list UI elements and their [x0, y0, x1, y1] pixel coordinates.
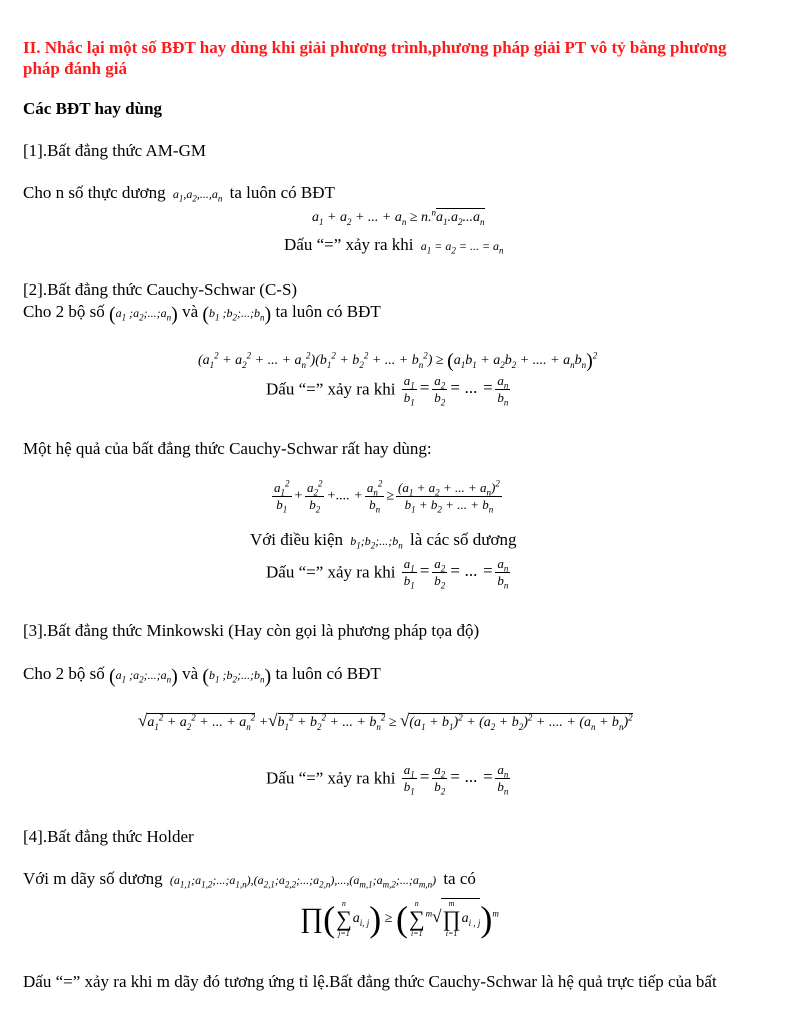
cauchy-intro-mid: và: [182, 301, 199, 321]
minkowski-intro-after: ta luôn có BĐT: [275, 663, 381, 683]
cauchy-set-b: ($b_1$ $;b_2;...;b_n$): [202, 303, 272, 325]
amgm-equality: [284, 235, 504, 256]
corollary-equality: [266, 556, 512, 589]
corollary-condition-after: là các số dương: [410, 530, 517, 549]
corollary-equality-prefix: Dấu “=” xảy ra khi: [266, 562, 396, 582]
holder-inequality: ∏( n ∑ j=1 $a_{i, j}$) ≥ ( n ∑ i=1 $^m$√ m ∏ i=1 $a_{i , j})^m$: [300, 899, 499, 939]
corollary-inequality: $\frac{a_1^2}{b_1}$ + $\frac{a_2^2}{b_2}$ +.... + $\frac{a_n^2}{b_n}$ ≥ $\frac{(a_1 + a_2 + ... + a_n)^2}{b_1 + b_2 + ... + b_n}$: [274, 478, 500, 515]
cauchy-equality-prefix: Dấu “=” xảy ra khi: [266, 379, 396, 399]
amgm-variable-list: $a_1,a_2,...,a_n$: [169, 187, 223, 204]
minkowski-inequality: $√a_1^2 + a_2^2$ + ... + $a_n^2 +√b_1^2 + b_2^2$ + ... + $b_n^2 \ge √(a_1 + b_1)^2 + (a_2 + b_2)^2$ + .... + $(a_n + b_n)^2$: [138, 711, 633, 732]
holder-sequences: $(a_{1,1};a_{1,2};...;a_{1,n}),(a_{2,1};a_{2,2};...;a_{2,n}),...,(a_{m,1};a_{m,2};...;a_{m,n})$: [166, 873, 440, 890]
cauchy-inequality: ($a_1^2 + a_2^2$ + ... + $a_n^2)(b_1^2 + b_2^2$ + ... + $b_n^2) \ge (a_1b_1 + a_2b_2$ + .... + $a_nb_n)^2$: [198, 350, 598, 372]
amgm-intro-after: ta luôn có BĐT: [229, 183, 335, 202]
amgm-inequality: $a_1 + a_2$ + ... + $a_n \ge n.^na_1.a_2...a_n$: [312, 207, 485, 227]
amgm-equality-prefix: Dấu “=” xảy ra khi: [284, 235, 414, 254]
minkowski-equality-prefix: Dấu “=” xảy ra khi: [266, 768, 396, 788]
minkowski-intro-before: Cho 2 bộ số: [23, 663, 105, 683]
holder-title: [4].Bất đẳng thức Holder: [23, 827, 194, 846]
corollary-condition-before: Với điều kiện: [250, 530, 344, 549]
corollary-condition: [250, 530, 517, 551]
subheading: Các BĐT hay dùng: [23, 99, 163, 118]
holder-intro-before: Với m dãy số dương: [23, 869, 163, 888]
minkowski-set-a: ($a_1$ $;a_2;...;a_n$): [108, 665, 178, 687]
minkowski-title: [3].Bất đẳng thức Minkowski (Hay còn gọi là phương pháp tọa độ): [23, 621, 480, 640]
cauchy-equality-ratio: $\frac{a_1}{b_1}$ = $\frac{a_2}{b_2}$ = ... = $\frac{a_n}{b_n}$: [403, 373, 509, 408]
corollary-equality-ratio: $\frac{a_1}{b_1}$ = $\frac{a_2}{b_2}$ = ... = $\frac{a_n}{b_n}$: [403, 556, 509, 591]
minkowski-equality-ratio: $\frac{a_1}{b_1}$ = $\frac{a_2}{b_2}$ = ... = $\frac{a_n}{b_n}$: [403, 762, 509, 797]
amgm-intro: [23, 183, 335, 204]
minkowski-equality: [266, 762, 512, 795]
holder-intro-after: ta có: [443, 869, 476, 888]
minkowski-intro-mid: và: [182, 663, 199, 683]
amgm-intro-before: Cho n số thực dương: [23, 183, 166, 202]
cauchy-intro-after: ta luôn có BĐT: [275, 301, 381, 321]
section-heading-line1: II. Nhắc lại một số BĐT hay dùng khi giải phương trình,phương pháp giải PT vô tỷ bằng phương: [23, 38, 727, 57]
section-heading-line2: pháp đánh giá: [23, 59, 127, 78]
minkowski-intro: [23, 663, 381, 689]
amgm-title: [1].Bất đẳng thức AM-GM: [23, 141, 206, 160]
corollary-intro: Một hệ quả của bất đẳng thức Cauchy-Schwar rất hay dùng:: [23, 439, 432, 458]
cauchy-set-a: ($a_1$ $;a_2;...;a_n$): [108, 303, 178, 325]
corollary-condition-vars: $b_1;b_2;...;b_n$: [347, 534, 403, 551]
cauchy-intro-before: Cho 2 bộ số: [23, 301, 105, 321]
cauchy-intro: [23, 301, 381, 327]
holder-intro: [23, 869, 476, 890]
cauchy-title: [2].Bất đẳng thức Cauchy-Schwar (C-S): [23, 280, 298, 299]
amgm-equality-condition: $a_1 = a_2$ = ... = $a_n$: [417, 239, 504, 256]
minkowski-set-b: ($b_1$ $;b_2;...;b_n$): [202, 665, 272, 687]
holder-closing: Dấu “=” xảy ra khi m dãy đó tương ứng tỉ lệ.Bất đẳng thức Cauchy-Schwar là hệ quả trực tiếp của bất: [23, 972, 717, 991]
cauchy-equality: [266, 373, 512, 406]
